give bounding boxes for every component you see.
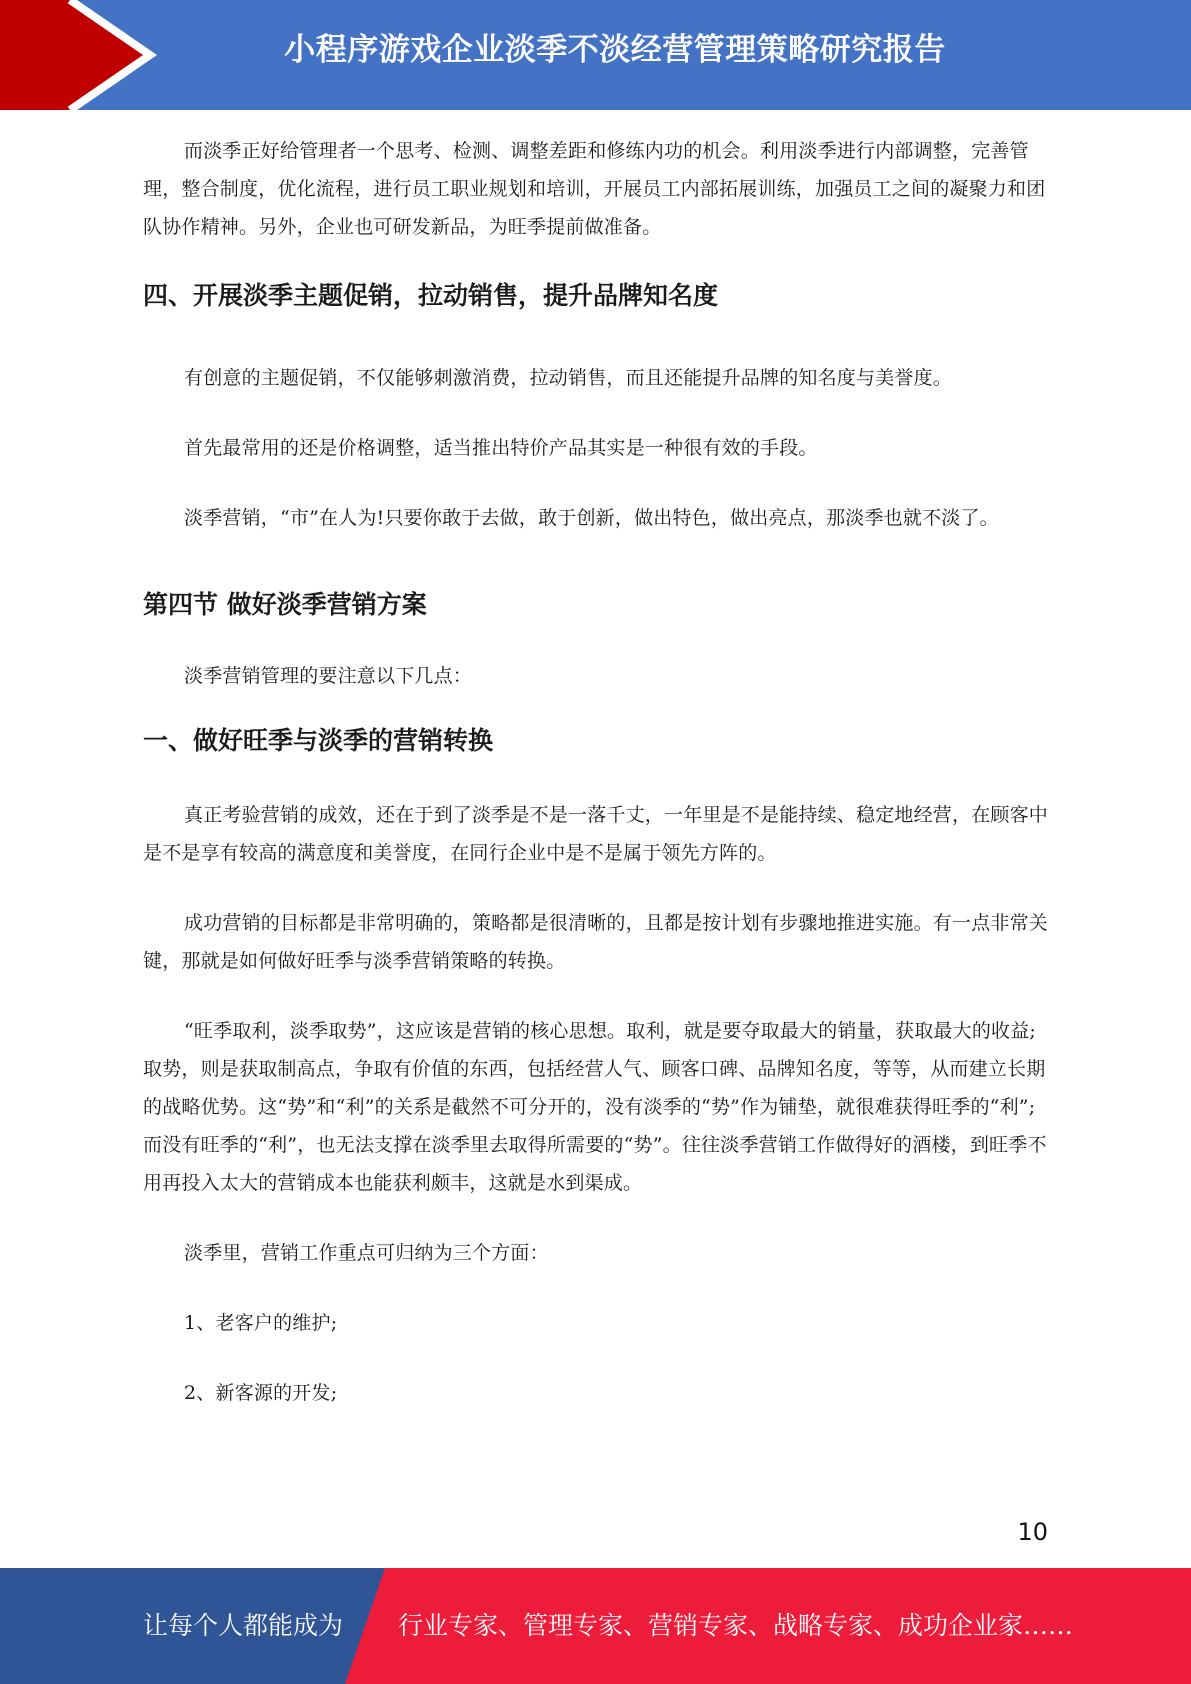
paragraph: “旺季取利，淡季取势”，这应该是营销的核心思想。取利，就是要夺取最大的销量，获取最大的收益;取势，则是获取制高点，争取有价值的东西，包括经营人气、顾客口碑、品牌知名度，等等，从而建立长期的战略优势。这“势”和“利”的关系是截然不可分开的，没有淡季的“势”作为铺垫，就很难获得旺季的“利”;而没有旺季的“利”，也无法支撑在淡季里去取得所需要的“势”。往往淡季营销工作做得好的酒楼，到旺季不用再投入太大的营销成本也能获利颇丰，这就是水到渠成。: [143, 1020, 1047, 1194]
section-heading: 一、做好旺季与淡季的营销转换: [143, 726, 494, 755]
page-header: [0, 0, 1191, 110]
document-body: [143, 132, 1048, 1412]
list-item: 1、老客户的维护;: [184, 1312, 338, 1334]
paragraph: 淡季营销，“市”在人为!只要你敢于去做，敢于创新，做出特色，做出亮点，那淡季也就不淡了。: [184, 507, 999, 529]
paragraph: 有创意的主题促销，不仅能够刺激消费，拉动销售，而且还能提升品牌的知名度与美誉度。: [184, 367, 953, 389]
paragraph: 成功营销的目标都是非常明确的，策略都是很清晰的，且都是按计划有步骤地推进实施。有一点非常关键，那就是如何做好旺季与淡季营销策略的转换。: [143, 912, 1049, 972]
footer-slogan: 让每个人都能成为: [143, 1611, 344, 1640]
page-footer: [0, 1568, 1191, 1684]
paragraph: 淡季营销管理的要注意以下几点：: [184, 665, 473, 687]
page-number: 10: [1017, 1518, 1048, 1546]
paragraph: 而淡季正好给管理者一个思考、检测、调整差距和修练内功的机会。利用淡季进行内部调整，完善管理，整合制度，优化流程，进行员工职业规划和培训，开展员工内部拓展训练，加强员工之间的凝聚力和团队协作精神。另外，企业也可研发新品，为旺季提前做准备。: [143, 140, 1046, 238]
document-title: 小程序游戏企业淡季不淡经营管理策略研究报告: [284, 32, 946, 68]
footer-tagline: 行业专家、管理专家、营销专家、战略专家、成功企业家……: [398, 1611, 1074, 1640]
paragraph: 首先最常用的还是价格调整，适当推出特价产品其实是一种很有效的手段。: [184, 437, 818, 459]
paragraph: 真正考验营销的成效，还在于到了淡季是不是一落千丈，一年里是不是能持续、稳定地经营，在顾客中是不是享有较高的满意度和美誉度，在同行企业中是不是属于领先方阵的。: [143, 804, 1049, 864]
list-item: 2、新客源的开发;: [184, 1382, 338, 1404]
section-heading: 第四节 做好淡季营销方案: [143, 590, 427, 619]
paragraph: 淡季里，营销工作重点可归纳为三个方面：: [184, 1242, 549, 1264]
section-heading: 四、开展淡季主题促销，拉动销售，提升品牌知名度: [143, 281, 719, 310]
